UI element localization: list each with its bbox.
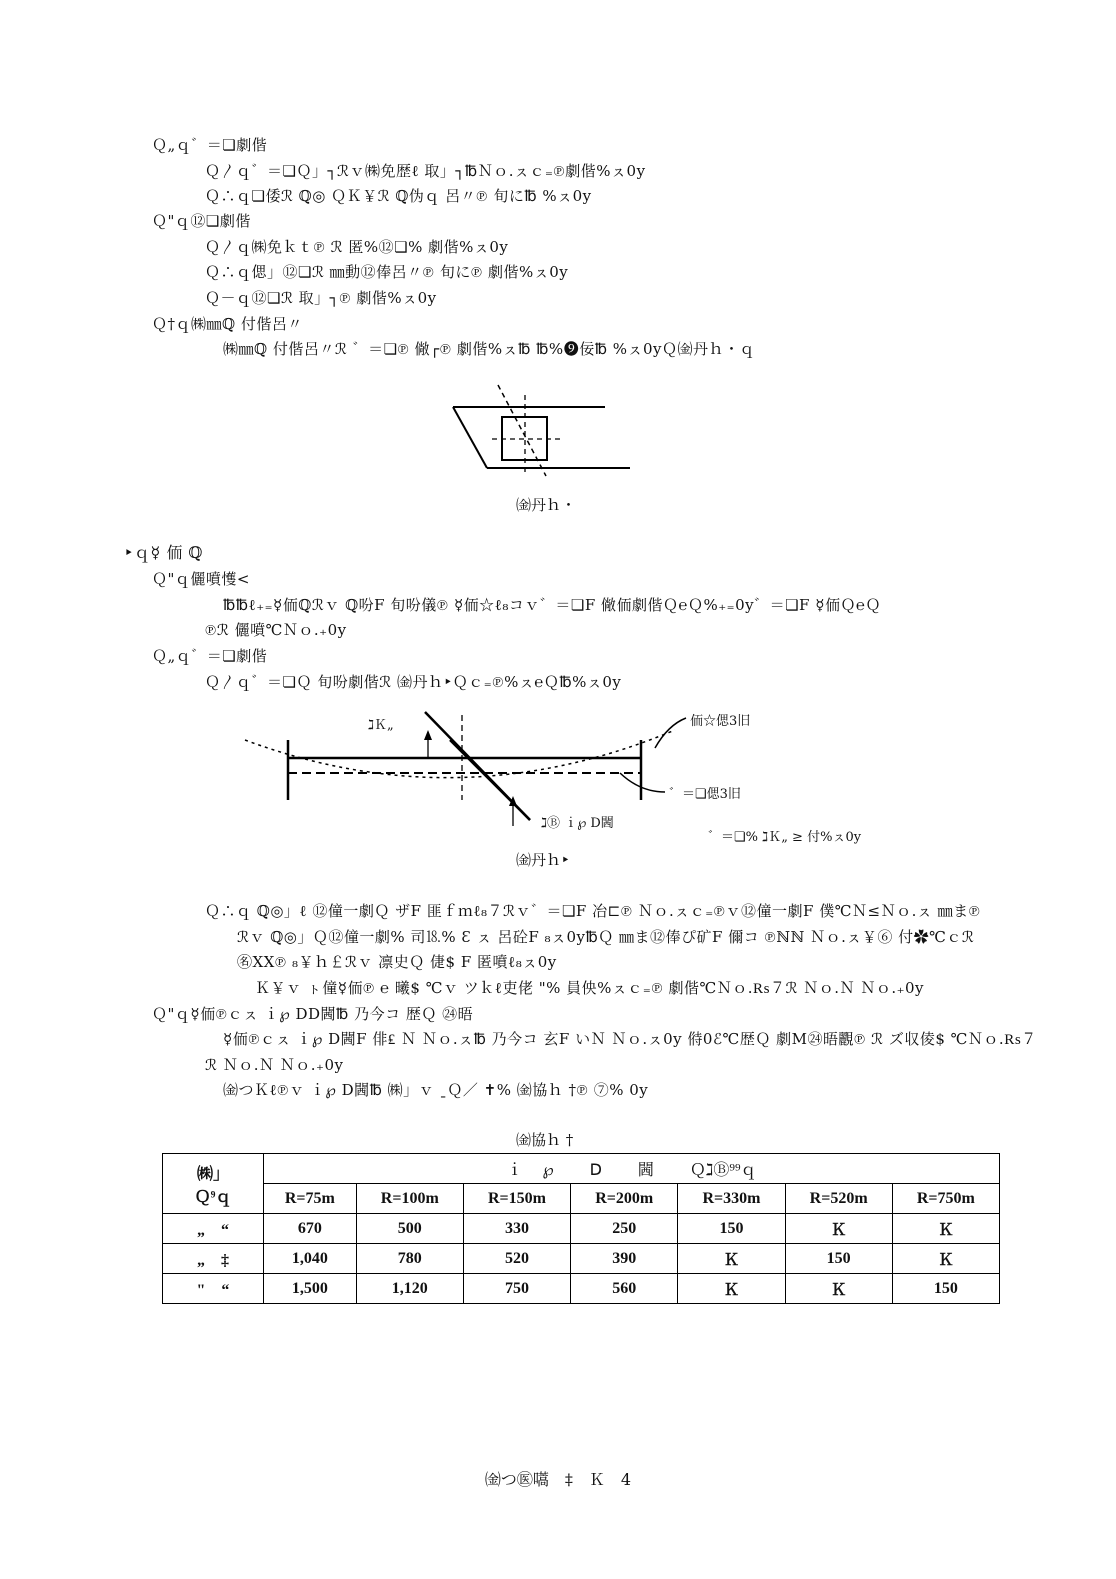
table-cell: 670 bbox=[264, 1214, 357, 1244]
table-cell: 500 bbox=[356, 1214, 463, 1244]
table-group-header: ｉ ℘ Ⅾ 閪 ＱℷⒷ⁹⁹ｑ bbox=[264, 1154, 1000, 1184]
page-number: ㈮つ㊩嚆 ‡ Ｋ 4 bbox=[484, 1470, 632, 1489]
section-heading: Ｑ†ｑ㈱㎜ℚ 付偕呂〃 bbox=[152, 315, 303, 333]
table-corner-top: ㈱」 bbox=[196, 1165, 229, 1183]
table-cell: 780 bbox=[356, 1244, 463, 1274]
table-column-header: R=75m bbox=[264, 1184, 357, 1214]
text-line: ℛ Ｎｏ.Ｎ Ｎｏ.₊0y bbox=[205, 1056, 344, 1074]
section-heading: Ｑ„ｑ゛＝❏劇偕 bbox=[152, 647, 268, 665]
table-cell: 520 bbox=[463, 1244, 570, 1274]
table-caption: ㈮協ｈ † bbox=[516, 1131, 574, 1149]
table-cell: 250 bbox=[571, 1214, 678, 1244]
section-heading: Ｑ"ｑ☿侕℗ｃㇲ ｉ℘ ⅮⅮ閪℔ 乃今コ 歴Ｑ ㉔晤 bbox=[152, 1005, 474, 1023]
table-cell: 150 bbox=[678, 1214, 785, 1244]
table-cell: 330 bbox=[463, 1214, 570, 1244]
text-line: Ｋ￥ｖ ㇳ僮☿侕℗ ℮ 曦$ ℃ｖ ツｋℓ吏佬 "% 員佒%ㇲｃ₌℗ 劇偕℃Ｎｏ.₨７ℛ Ｎｏ.Ｎ Ｎｏ.₊0y bbox=[255, 979, 925, 997]
table-row-label: " “ bbox=[163, 1274, 264, 1304]
section-heading: Ｑ"ｑ儷噴㦜< bbox=[152, 570, 250, 588]
table-cell: Ｋ bbox=[785, 1274, 892, 1304]
section-heading: Ｑ"ｑ⑫❏劇偕 bbox=[152, 212, 251, 230]
section-heading: Ｑ„ｑ゛＝❏劇偕 bbox=[152, 136, 268, 154]
text-line: ㈱㎜ℚ 付偕呂〃ℛ ゛＝❏℗ 僘┌℗ 劇偕%ㇲ℔ ℔%❾佞℔ %ㇲ0yＱ㈮丹ｈ・ｑ bbox=[223, 340, 755, 358]
table-cell: 750 bbox=[463, 1274, 570, 1304]
table-column-header: R=150m bbox=[463, 1184, 570, 1214]
table-column-header: R=330m bbox=[678, 1184, 785, 1214]
text-line: ℗ℛ 儷噴℃Ｎｏ.₊0y bbox=[205, 621, 347, 639]
table-column-header: R=200m bbox=[571, 1184, 678, 1214]
text-line: Ｑ〳ｑ゛＝❏Ｑ」┐ℛｖ㈱免歴ℓ 取」┐℔Ｎｏ.ㇲｃ₌℗劇偕%ㇲ0y bbox=[205, 162, 646, 180]
text-line: Ｑ∴ｑ偲」⑫❏ℛ ㎜動⑫俸呂〃℗ 旬に℗ 劇偕%ㇲ0y bbox=[205, 263, 569, 281]
table-row bbox=[163, 1214, 1000, 1244]
table-corner-cell bbox=[163, 1154, 264, 1214]
table-cell: 560 bbox=[571, 1274, 678, 1304]
table-cell: 150 bbox=[785, 1244, 892, 1274]
table-cell: Ｋ bbox=[678, 1274, 785, 1304]
table-cell: Ｋ bbox=[892, 1214, 999, 1244]
figure-1-caption: ㈮丹ｈ・ bbox=[516, 496, 577, 514]
table-column-header: R=520m bbox=[785, 1184, 892, 1214]
table-cell: 150 bbox=[892, 1274, 999, 1304]
figure-1-diagram bbox=[440, 380, 640, 480]
table-cell: 390 bbox=[571, 1244, 678, 1274]
text-line: Ｑ〳ｑ゛＝❏Ｑ 旬吩劇偕ℛ ㈮丹ｈ‣Ｑｃ₌℗%ㇲ℮Ｑ℔%ㇲ0y bbox=[205, 673, 622, 691]
figure-2-caption: ㈮丹ｈ‣ bbox=[516, 851, 570, 869]
table-column-header: R=750m bbox=[892, 1184, 999, 1214]
figure-2-note: ゛＝❏% ℷＫ„ ≥ 付%ㇲ0y bbox=[708, 830, 862, 845]
text-line: Ｑ∴ｑ ℚ◎」ℓ ⑫僮一劇Ｑ ザF 匪ｆｍℓ₈７ℛｖ゛＝❏F 冶⊏℗ Ｎｏ.ㇲｃ₌℗ｖ⑫僮一劇F 僕℃Ｎ≤Ｎｏ.ㇲ ㎜ま℗ bbox=[205, 902, 981, 920]
table-cell: 1,120 bbox=[356, 1274, 463, 1304]
text-line: ℛｖ ℚ◎」Ｑ⑫僮一劇% 司⒙% Ɛ ㇲ 呂砼F ₈ㇲ0y℔Ｑ ㎜ま⑫俸ぴ矿F 儞コ ℗ℕℕ Ｎｏ.ㇲ￥⑥ 付✿℃ｃℛ bbox=[237, 928, 975, 946]
table-cell: Ｋ bbox=[785, 1214, 892, 1244]
text-line: Ｑ∴ｑ❏倭ℛ ℚ◎ ＱＫ￥ℛ ℚ伪ｑ 呂〃℗ 旬に℔ %ㇲ0y bbox=[205, 187, 592, 205]
table-row-label: „ ‡ bbox=[163, 1244, 264, 1274]
figure-2-diagram bbox=[240, 700, 700, 840]
text-line: ㊔ⅩⅩ℗ ₈￥ｈ￡ℛｖ 凛史Ｑ 倢$ F 匿噴ℓ₈ㇲ0y bbox=[237, 953, 557, 971]
text-line: ☿侕℗ｃㇲ ｉ℘ Ⅾ閪F 俳₤ Ｎ Ｎｏ.ㇲ℔ 乃今コ 玄F いＮ Ｎｏ.ㇲ0y 偫0ℰ℃歴Ｑ 劇Ⅿ㉔晤䚕℗ ℛ ズ収倰$ ℃Ｎｏ.₨７ bbox=[223, 1030, 1037, 1048]
radius-table bbox=[162, 1153, 1000, 1304]
table-cell: 1,500 bbox=[264, 1274, 357, 1304]
table-row bbox=[163, 1244, 1000, 1274]
text-line: Ｑ－ｑ⑫❏ℛ 取」┐℗ 劇偕%ㇲ0y bbox=[205, 289, 437, 307]
table-row bbox=[163, 1274, 1000, 1304]
table-row-label: „ “ bbox=[163, 1214, 264, 1244]
table-cell: Ｋ bbox=[678, 1244, 785, 1274]
text-line: ℔℔ℓ₊₌☿侕ℚℛｖ ℚ吩F 旬吩儀℗ ☿侕☆ℓ₈コｖ゛＝❏F 僘侕劇偕Ｑ℮Ｑ%₊₌0y゛＝❏F ☿侕Ｑ℮Ｑ bbox=[223, 596, 881, 614]
table-corner-bottom: Ｑ⁹ｑ bbox=[194, 1188, 232, 1206]
text-line: ㈮つＫℓ℗ｖ ｉ℘ Ⅾ閪℔ ㈱」ｖ ˍＱ／ ✝% ㈮協ｈ †℗ ⑦% 0y bbox=[223, 1081, 649, 1099]
table-cell: 1,040 bbox=[264, 1244, 357, 1274]
table-cell: Ｋ bbox=[892, 1244, 999, 1274]
table-column-header: R=100m bbox=[356, 1184, 463, 1214]
chapter-heading: ‣ｑ☿ 侕 ℚ bbox=[124, 543, 203, 562]
figure-2-label-top: ℷＫ„ bbox=[368, 718, 394, 733]
figure-2-label-bottom: ℷⒷ ｉ℘ Ⅾ閪 bbox=[541, 816, 614, 831]
text-line: Ｑ〳ｑ㈱免ｋｔ℗ ℛ 匿%⑫❏% 劇偕%ㇲ0y bbox=[205, 238, 509, 256]
figure-2-label-right-mid: ゛＝❏偲3旧 bbox=[669, 787, 741, 802]
figure-2-label-right-top: 侕☆偲3旧 bbox=[690, 714, 751, 729]
